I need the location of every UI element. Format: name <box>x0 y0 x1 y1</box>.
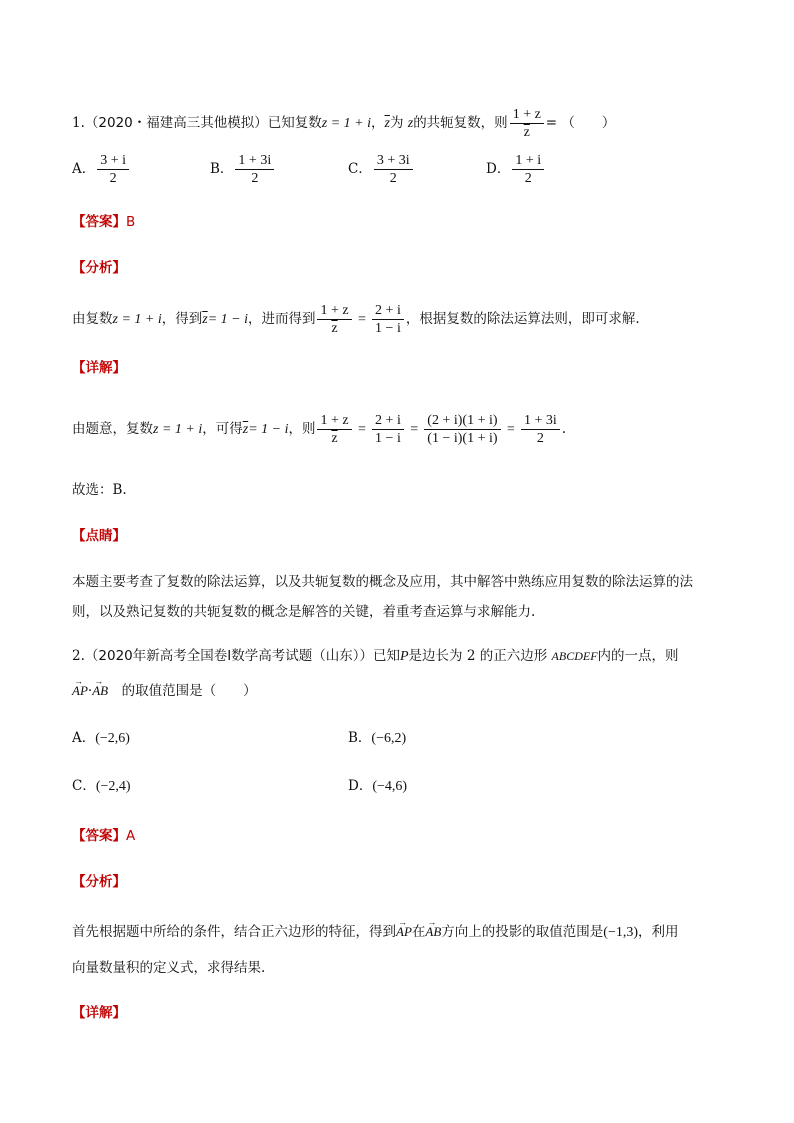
q1-option-d <box>486 152 546 187</box>
fraction <box>521 412 560 447</box>
text: ，利用 <box>638 924 679 940</box>
analysis-tag: 【分析】 <box>72 260 126 276</box>
math: ABCDEF <box>551 649 598 663</box>
q2-analysis-line2: 向量数量积的定义式，求得结果. <box>72 960 266 976</box>
q1-comment-line1: 本题主要考查了复数的除法运算，以及共轭复数的概念及应用，其中解答中熟练应用复数的除法运算的法 <box>72 574 693 590</box>
q1-wei: 为 <box>389 115 404 131</box>
option-fraction <box>235 152 274 187</box>
option-fraction <box>97 152 129 187</box>
q1-stem-pre: 已知复数 <box>267 115 322 131</box>
math: z = 1 + i <box>112 312 162 327</box>
fraction <box>317 302 351 337</box>
option-label: C． <box>72 778 96 794</box>
option-label: D． <box>486 161 511 177</box>
option-num: 3 + i <box>97 152 129 170</box>
fraction <box>317 412 351 447</box>
option-value: (−2,6) <box>95 731 130 746</box>
text: 首先根据题中所给的条件，结合正六边形的特征，得到 <box>72 924 396 940</box>
q2-detail-tag <box>72 1003 126 1023</box>
math: = 1 − i <box>207 312 248 327</box>
answer-value: A <box>126 828 136 844</box>
q1-fraction <box>510 106 544 141</box>
text: 由题意，复数 <box>72 421 153 437</box>
q1-option-c <box>348 152 415 187</box>
q1-eq-z: z = 1 + i <box>321 116 371 131</box>
q2-answer <box>72 826 135 846</box>
option-value: (−6,2) <box>371 731 407 746</box>
text: 方向上的投影的取值范围是 <box>441 924 604 940</box>
text: ，可得 <box>202 421 243 437</box>
option-label: C． <box>348 161 372 177</box>
text: ，根据复数的除法运算法则，即可求解. <box>405 311 640 327</box>
analysis-tag: 【分析】 <box>72 874 126 890</box>
num: 2 + i <box>372 302 404 320</box>
text: ，则 <box>288 421 316 437</box>
q1-frac-num: 1 + z <box>510 106 544 124</box>
den: z <box>331 431 338 446</box>
vector-ap: → AP <box>72 681 88 701</box>
q1-conclusion: 故选：B. <box>72 482 127 498</box>
option-fraction <box>374 152 413 187</box>
option-label: D． <box>348 778 373 794</box>
q1-option-a <box>72 152 131 187</box>
option-den: 2 <box>389 171 397 186</box>
option-num: 1 + 3i <box>235 152 274 170</box>
text: ，进而得到 <box>247 311 316 327</box>
q2-analysis-tag <box>72 872 126 892</box>
q1-comma: ， <box>370 115 385 131</box>
text: . <box>561 421 567 437</box>
num: 1 + z <box>317 412 351 430</box>
math: 2 <box>466 648 476 664</box>
text: ，得到 <box>161 311 203 327</box>
q1-zbar: $\overline{z}$ <box>384 116 390 131</box>
q1-detail-tag <box>72 358 126 378</box>
fraction <box>424 412 500 447</box>
q2-option-a <box>72 726 130 747</box>
math: z = 1 + i <box>153 422 203 437</box>
q1-comment-line2: 则，以及熟记复数的共轭复数的概念是解答的关键，着重考查运算与求解能力. <box>72 604 536 620</box>
text: 已知 <box>372 648 400 664</box>
option-label: B． <box>348 730 372 746</box>
option-value: (−4,6) <box>372 779 408 794</box>
q2-analysis-line1 <box>72 922 679 943</box>
den: z <box>331 321 338 336</box>
den: 1 − i <box>375 431 401 446</box>
zbar: $\overline{z}$ <box>242 422 249 437</box>
option-label: A． <box>72 730 96 746</box>
option-den: 2 <box>524 171 532 186</box>
answer-tag: 【答案】 <box>72 828 126 844</box>
option-fraction <box>512 152 544 187</box>
q1-detail: 由题意，复数z = 1 + i，可得$\overline{z}= 1 - i$，则 $\frac{1 + z}{z}$ = $\frac{2 + i}{1 - i}$ = $\frac{(2 + i)(1 + i)}{(1 - i)(1 + i)}$ = $\frac{1 + 3i}{2}$ . <box>72 413 567 446</box>
q1-comment-tag <box>72 526 126 546</box>
option-den: 2 <box>109 171 117 186</box>
num: 1 + z <box>317 302 351 320</box>
dot: · <box>87 683 93 699</box>
q1-analysis-tag <box>72 258 126 278</box>
fraction <box>372 412 404 447</box>
text: 的正六边形 <box>479 648 548 664</box>
detail-tag: 【详解】 <box>72 1005 126 1021</box>
den: 1 − i <box>375 321 401 336</box>
option-den: 2 <box>251 171 259 186</box>
q2-option-b <box>348 726 406 747</box>
q2-option-d <box>348 774 407 795</box>
math: (−1,3) <box>603 925 639 940</box>
q1-source: （2020・福建高三其他模拟） <box>84 115 268 131</box>
option-label: A． <box>72 161 96 177</box>
comment-tag: 【点睛】 <box>72 528 126 544</box>
text: 的取值范围是（ ） <box>121 683 257 699</box>
q2-stem-line2 <box>72 681 257 701</box>
math: P <box>399 649 409 664</box>
q1-stem-end: = （ ） <box>545 115 616 131</box>
fraction <box>372 302 404 337</box>
answer-tag: 【答案】 <box>72 214 126 230</box>
vector-ab: → AB <box>425 922 441 942</box>
zbar: $\overline{z}$ <box>202 312 208 327</box>
option-num: 3 + 3i <box>374 152 413 170</box>
option-label: B． <box>210 161 234 177</box>
num: (2 + i)(1 + i) <box>424 412 500 430</box>
vector-ab: → AB <box>92 681 108 701</box>
q1-number: 1. <box>72 115 85 131</box>
detail-tag: 【详解】 <box>72 360 126 376</box>
den: 2 <box>536 431 544 446</box>
text: 由复数 <box>72 311 113 327</box>
math: = 1 − i <box>248 422 289 437</box>
text: 内的一点，则 <box>597 648 679 664</box>
q1-stem <box>72 106 615 141</box>
q2-stem-line1 <box>72 646 679 667</box>
text: 在 <box>411 924 426 940</box>
q1-frac-den: z <box>523 125 530 140</box>
q2-option-c <box>72 774 131 795</box>
text: 是边长为 <box>408 648 463 664</box>
q2-number: 2. <box>72 648 85 664</box>
q1-stem-mid: 的共轭复数，则 <box>413 115 508 131</box>
q1-analysis: 由复数z = 1 + i，得到$\overline{z}= 1 - i$，进而得到 $\frac{1 + z}{z}$ = $\frac{2 + i}{1 - i}$ ，根据复数的除法运算法则，即可求解. <box>72 303 640 336</box>
q1-answer <box>72 212 135 232</box>
q1-option-b <box>210 152 276 187</box>
q1-z: z <box>407 116 414 131</box>
den: (1 − i)(1 + i) <box>427 431 498 446</box>
q2-source: （2020年新高考全国卷Ⅰ数学高考试题（山东）） <box>84 648 373 664</box>
answer-value: B <box>126 214 136 230</box>
num: 1 + 3i <box>521 412 560 430</box>
option-value: (−2,4) <box>95 779 131 794</box>
num: 2 + i <box>372 412 404 430</box>
option-num: 1 + i <box>512 152 544 170</box>
vector-ap: → AP <box>396 922 412 942</box>
